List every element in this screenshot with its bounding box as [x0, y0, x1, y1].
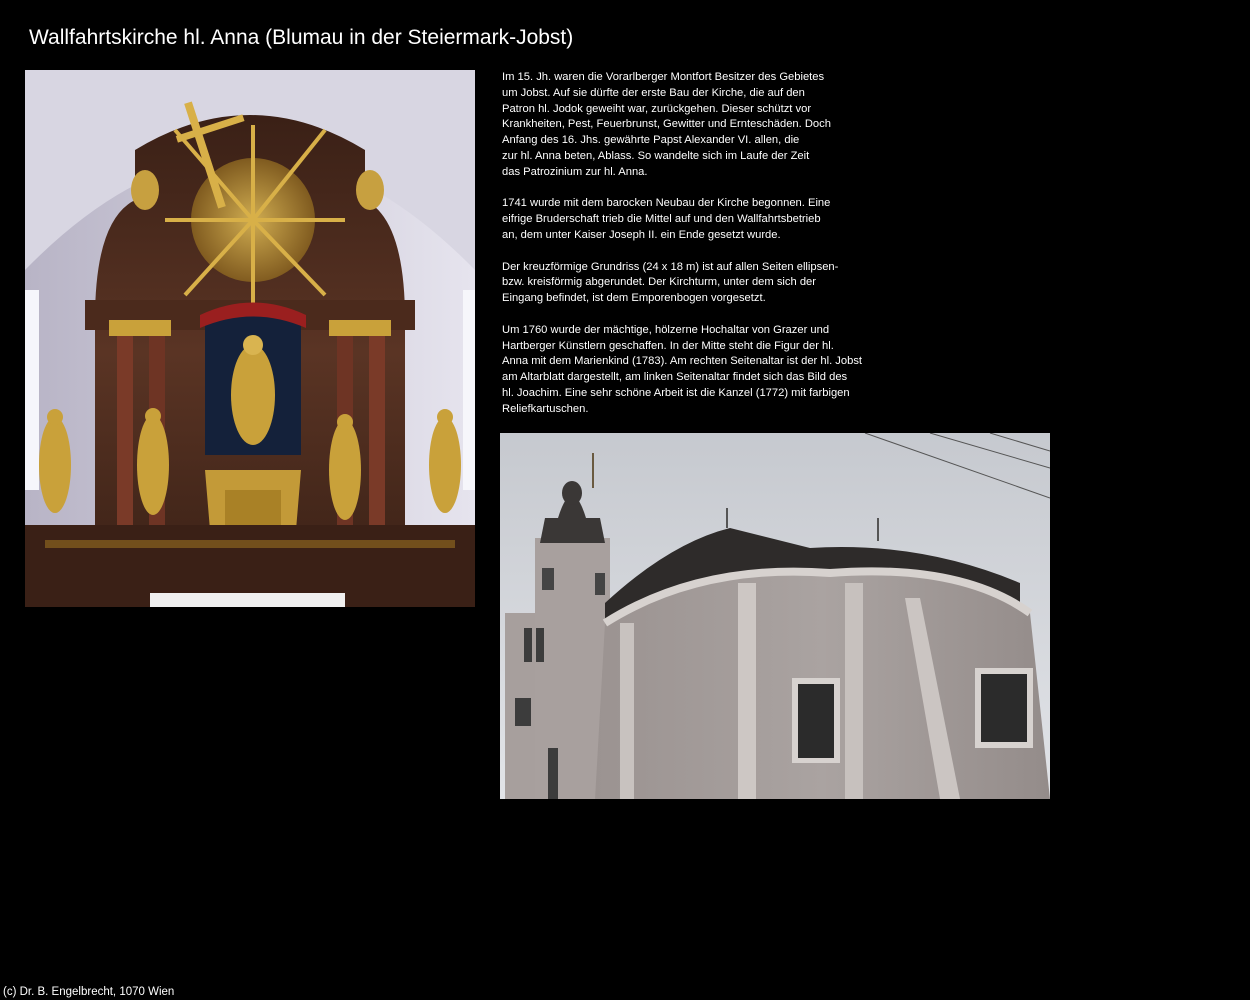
article-text [502, 70, 902, 433]
text-line: Um 1760 wurde der mächtige, hölzerne Hochaltar von Grazer und [502, 323, 830, 336]
text-line: bzw. kreisförmig abgerundet. Der Kirchturm, unter dem sich der [502, 276, 816, 289]
text-line: Der kreuzförmige Grundriss (24 x 18 m) ist auf allen Seiten ellipsen- [502, 260, 839, 273]
paragraph-1 [502, 70, 902, 181]
text-line: Hartberger Künstlern geschaffen. In der Mitte steht die Figur der hl. [502, 339, 834, 352]
page-title: Wallfahrtskirche hl. Anna (Blumau in der Steiermark-Jobst) [29, 26, 574, 49]
text-line: 1741 wurde mit dem barocken Neubau der Kirche begonnen. Eine [502, 197, 831, 210]
altar-image [25, 70, 475, 607]
paragraph-2 [502, 196, 902, 243]
altar-photo [25, 70, 475, 607]
text-line: eifrige Bruderschaft trieb die Mittel auf und den Wallfahrtsbetrieb [502, 213, 821, 226]
text-line: Patron hl. Jodok geweiht war, zurückgehen. Dieser schützt vor [502, 102, 812, 115]
text-line: Eingang befindet, ist dem Emporenbogen vorgesetzt. [502, 292, 766, 305]
text-line: Im 15. Jh. waren die Vorarlberger Montfort Besitzer des Gebietes [502, 71, 825, 83]
text-line: Krankheiten, Pest, Feuerbrunst, Gewitter und Ernteschäden. Doch [502, 118, 831, 131]
copyright-footer: (c) Dr. B. Engelbrecht, 1070 Wien [3, 986, 175, 998]
paragraph-3 [502, 260, 902, 307]
church-image [500, 433, 1050, 799]
text-line: um Jobst. Auf sie dürfte der erste Bau der Kirche, die auf den [502, 86, 805, 99]
text-line: Reliefkartuschen. [502, 402, 589, 415]
text-line: an, dem unter Kaiser Joseph II. ein Ende gesetzt wurde. [502, 228, 781, 241]
text-line: am Altarblatt dargestellt, am linken Seitenaltar findet sich das Bild des [502, 371, 848, 384]
church-exterior-photo [500, 433, 1050, 799]
text-line: das Patrozinium zur hl. Anna. [502, 165, 648, 178]
paragraph-4 [502, 323, 902, 418]
text-line: Anna mit dem Marienkind (1783). Am rechten Seitenaltar ist der hl. Jobst [502, 355, 863, 368]
text-line: zur hl. Anna beten, Ablass. So wandelte sich im Laufe der Zeit [502, 149, 810, 162]
text-line: Anfang des 16. Jhs. gewährte Papst Alexander VI. allen, die [502, 134, 800, 147]
text-line: hl. Joachim. Eine sehr schöne Arbeit ist die Kanzel (1772) mit farbigen [502, 386, 850, 399]
